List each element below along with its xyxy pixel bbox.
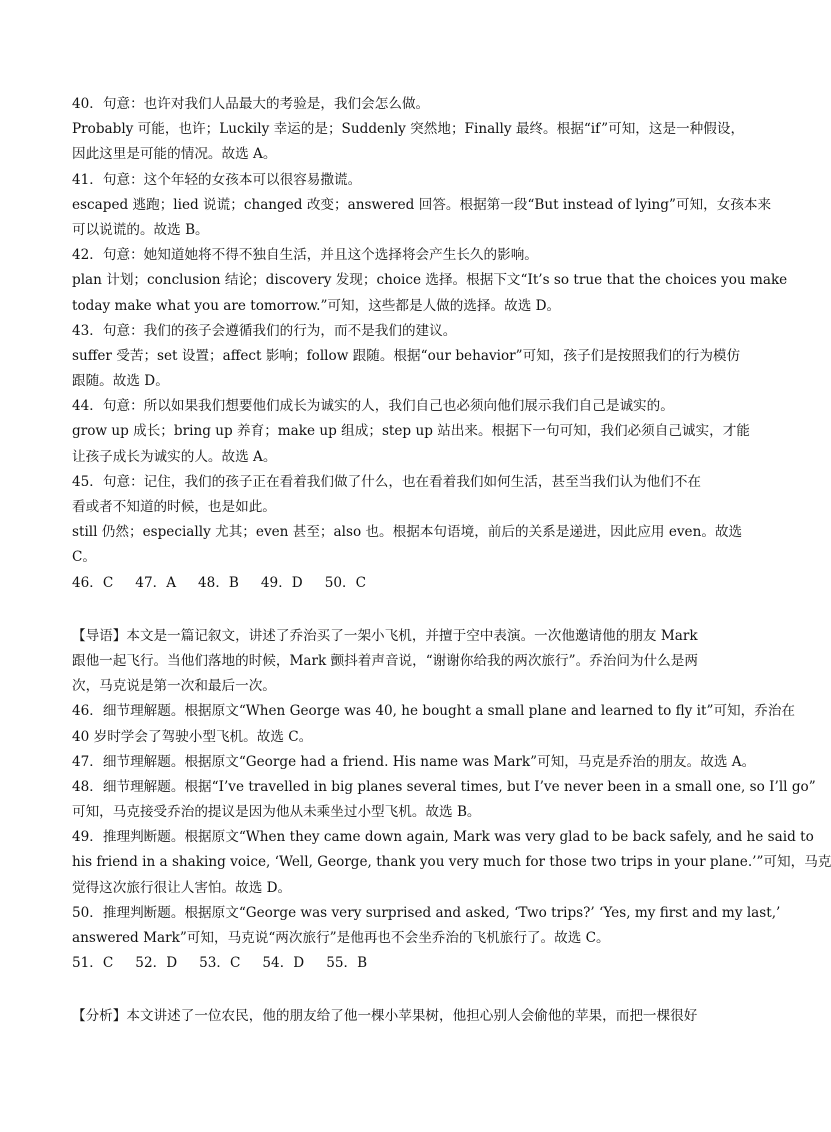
analysis-line: 【分析】本文讲述了一位农民，他的朋友给了他一棵小苹果树，他担心别人会偷他的苹果，而把一棵很好 xyxy=(72,1008,698,1025)
explanation-line: 50．推理判断题。根据原文“George was very surprised and asked, ‘Two trips?’ ‘Yes, my first and my last,’ xyxy=(72,904,781,921)
explanation-line: 让孩子成长为诚实的人。故选 A。 xyxy=(72,448,277,465)
explanation-line: 觉得这次旅行很让人害怕。故选 D。 xyxy=(72,879,292,896)
explanation-line: 42．句意：她知道她将不得不独自生活，并且这个选择将会产生长久的影响。 xyxy=(72,247,538,264)
explanation-line: 41．句意：这个年轻的女孩本可以很容易撒谎。 xyxy=(72,171,362,188)
answer-item: 46．C xyxy=(72,574,114,591)
explanation-line: 可以说谎的。故选 B。 xyxy=(72,221,209,238)
explanation-line: 【导语】本文是一篇记叙文，讲述了乔治买了一架小飞机，并擅于空中表演。一次他邀请他的朋友 Mark xyxy=(72,627,698,644)
explanations-40-45 xyxy=(72,92,788,571)
answer-item: 51．C xyxy=(72,955,114,972)
answer-item: 54．D xyxy=(262,955,305,972)
explanation-line: 跟随。故选 D。 xyxy=(72,373,169,390)
explanation-line: 次，马克说是第一次和最后一次。 xyxy=(72,678,276,695)
explanation-line: suffer 受苦；set 设置；affect 影响；follow 跟随。根据“our behavior”可知，孩子们是按照我们的行为模仿 xyxy=(72,347,741,364)
explanation-line: grow up 成长；bring up 养育；make up 组成；step up 站出来。根据下一句可知，我们必须自己诚实，才能 xyxy=(72,423,750,440)
explanation-line: 46．细节理解题。根据原文“When George was 40, he bought a small plane and learned to fly it”可知，乔治在 xyxy=(72,703,796,720)
analysis-paragraph xyxy=(72,1004,724,1029)
explanation-line: 因此这里是可能的情况。故选 A。 xyxy=(72,146,277,163)
answer-key-46-50 xyxy=(72,571,724,596)
explanation-line: plan 计划；conclusion 结论；discovery 发现；choice 选择。根据下文“It’s so true that the choices you make xyxy=(72,272,788,289)
answer-item: 53．C xyxy=(199,955,241,972)
explanation-line: 49．推理判断题。根据原文“When they came down again, Mark was very glad to be back safely, and he said to xyxy=(72,829,814,846)
answer-item: 55．B xyxy=(326,955,368,972)
explanation-line: 40 岁时学会了驾驶小型飞机。故选 C。 xyxy=(72,728,313,745)
explanation-line: today make what you are tomorrow.”可知，这些都是人做的选择。故选 D。 xyxy=(72,297,561,314)
explanation-line: answered Mark”可知，马克说“两次旅行”是他再也不会坐乔治的飞机旅行了。故选 C。 xyxy=(72,930,610,946)
explanation-line: 看或者不知道的时候，也是如此。 xyxy=(72,499,276,515)
explanation-line: 跟他一起飞行。当他们落地的时候，Mark 颤抖着声音说，“谢谢你给我的两次旅行”。乔治问为什么是两 xyxy=(72,652,698,669)
answer-item: 52．D xyxy=(135,955,178,972)
explanation-line: his friend in a shaking voice, ‘Well, George, thank you very much for those two trips in your plane.’”可知，马克 xyxy=(72,854,831,871)
explanation-line: 45．句意：记住，我们的孩子正在看着我们做了什么，也在看着我们如何生活，甚至当我们认为他们不在 xyxy=(72,473,702,490)
explanation-line: Probably 可能，也许；Luckily 幸运的是；Suddenly 突然地；Finally 最终。根据“if”可知，这是一种假设， xyxy=(72,121,745,138)
explanation-line: 47．细节理解题。根据原文“George had a friend. His name was Mark”可知，马克是乔治的朋友。故选 A。 xyxy=(72,753,756,770)
answer-item: 48．B xyxy=(198,574,239,591)
explanation-line: escaped 逃跑；lied 说谎；changed 改变；answered 回答。根据第一段“But instead of lying”可知，女孩本来 xyxy=(72,196,772,213)
section-gap xyxy=(72,976,724,1004)
explanation-line: C。 xyxy=(72,549,96,566)
explanation-line: 可知，马克接受乔治的提议是因为他从未乘坐过小型飞机。故选 B。 xyxy=(72,804,481,821)
answer-item: 49．D xyxy=(260,574,303,591)
explanation-line: 43．句意：我们的孩子会遵循我们的行为，而不是我们的建议。 xyxy=(72,322,457,339)
explanation-line: 40．句意：也许对我们人品最大的考验是，我们会怎么做。 xyxy=(72,96,430,112)
explanation-line: still 仍然；especially 尤其；even 甚至；also 也。根据本句语境，前后的关系是递进，因此应用 even。故选 xyxy=(72,524,743,541)
explanation-line: 44．句意：所以如果我们想要他们成长为诚实的人，我们自己也必须向他们展示我们自己是诚实的。 xyxy=(72,398,674,415)
answer-item: 47．A xyxy=(135,574,177,591)
answer-key-51-55 xyxy=(72,951,724,976)
explanations-46-50 xyxy=(72,624,831,951)
section-gap xyxy=(72,596,724,624)
explanation-line: 48．细节理解题。根据“I’ve travelled in big planes several times, but I’ve never been in a small one, so I’ll go” xyxy=(72,778,816,795)
answer-item: 50．C xyxy=(324,574,366,591)
answer-explanations xyxy=(72,92,831,1030)
